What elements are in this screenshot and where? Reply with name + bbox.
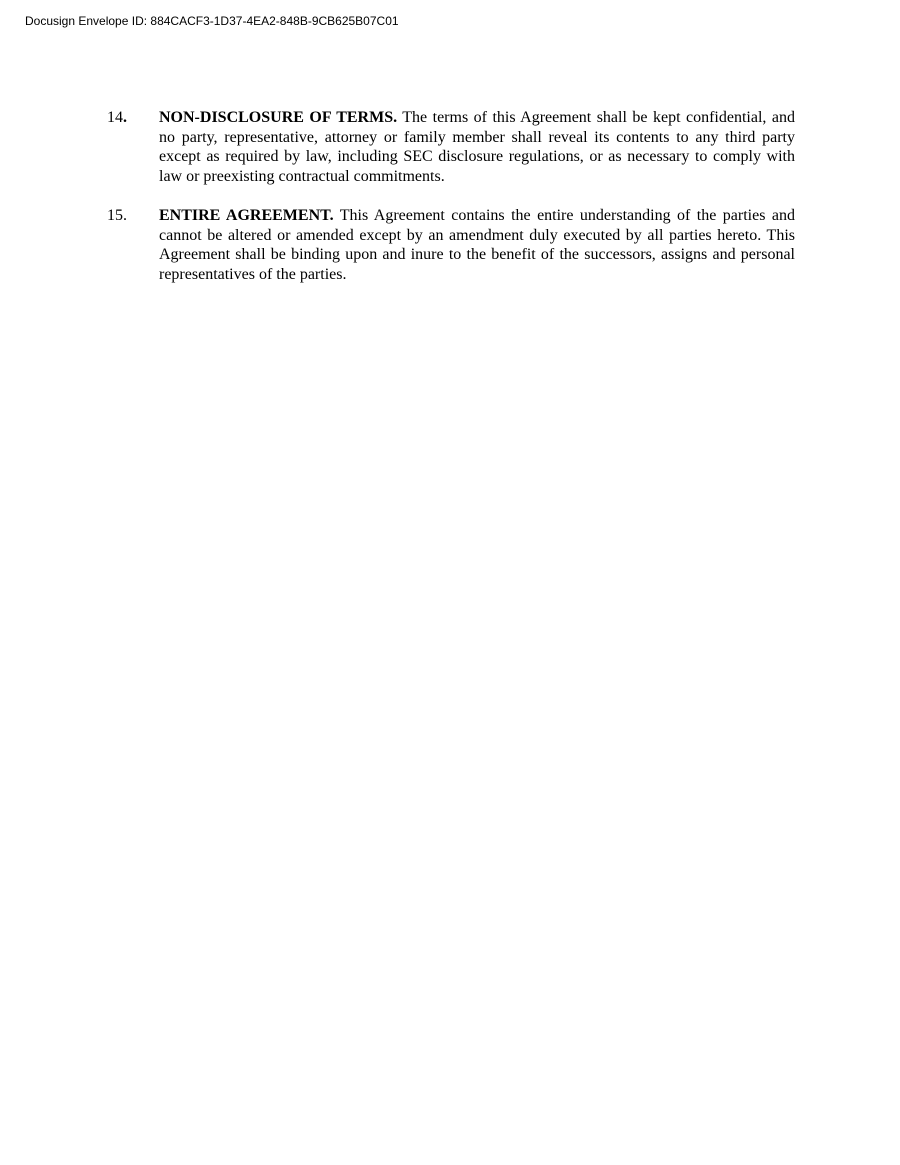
clause-number <box>107 108 127 128</box>
clause-14 <box>0 108 900 186</box>
clause-text: The terms of this Agreement shall be kept confidential, and no party, representative, attorney or family member shall reveal its contents to any third party except as required by law, including SEC disclosure regulations, or as necessary to comply with law or preexisting contractual commitments. <box>159 109 795 185</box>
clause-15 <box>0 206 900 284</box>
clause-number-suffix: . <box>123 109 127 126</box>
docusign-envelope-id: Docusign Envelope ID: 884CACF3-1D37-4EA2-848B-9CB625B07C01 <box>25 14 399 28</box>
clause-heading: ENTIRE AGREEMENT. <box>159 207 334 224</box>
clause-body <box>159 206 795 284</box>
clause-number: 15. <box>107 207 127 224</box>
clause-heading: NON-DISCLOSURE OF TERMS. <box>159 109 398 126</box>
clause-text: This Agreement contains the entire understanding of the parties and cannot be altered or amended except by an amendment duly executed by all parties hereto. This Agreement shall be binding upon and inure to the benefit of the successors, assigns and personal representatives of the parties. <box>159 207 795 283</box>
agreement-clauses <box>0 108 900 304</box>
clause-body <box>159 108 795 186</box>
clause-number-value: 14 <box>107 109 123 126</box>
